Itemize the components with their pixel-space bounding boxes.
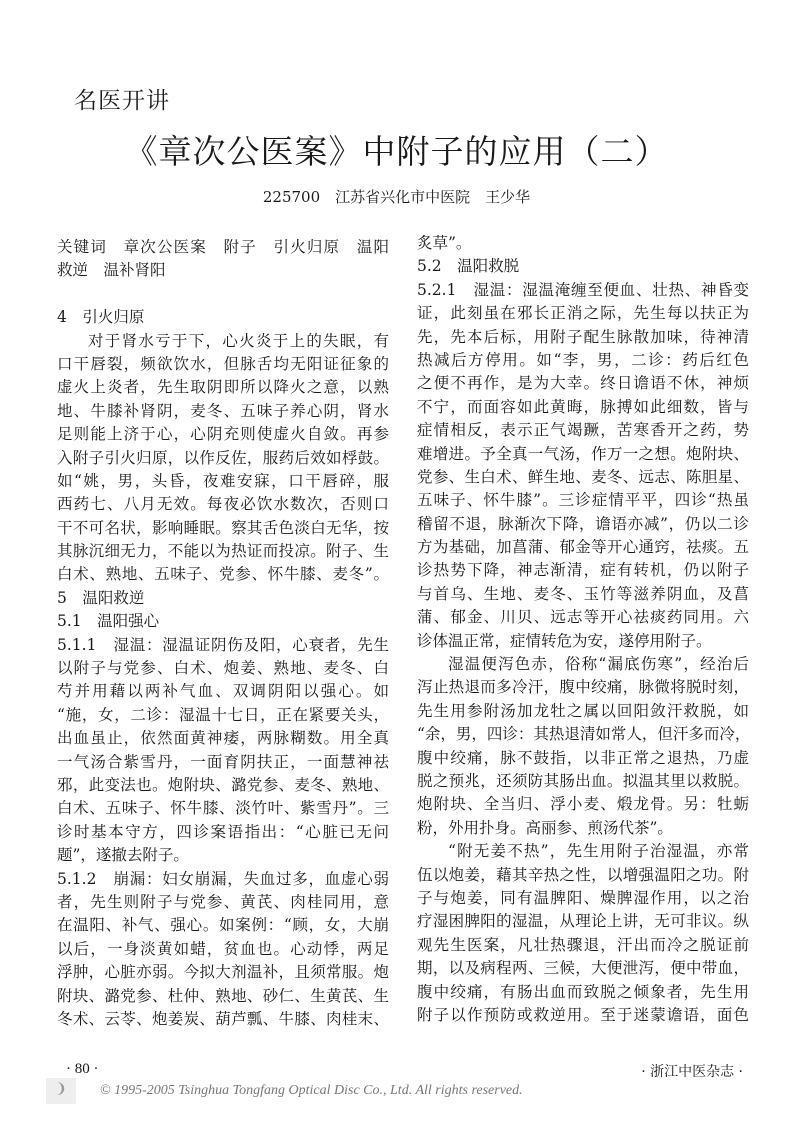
text-line: 5.1.2 崩漏：妇女崩漏，失血过多，血虚心弱 — [57, 869, 389, 888]
text-line: 粉，外用扑身。高丽参、煎汤代茶”。 — [417, 818, 673, 837]
text-line: 热减后方停用。如“李，男，二诊：药后红色 — [417, 350, 749, 369]
section-heading: 5.2 温阳救脱 — [417, 257, 520, 276]
text-line: 党参、生白术、鲜生地、麦冬、远志、陈胆星、 — [417, 467, 749, 486]
text-line: 伍以炮姜，藉其辛热之性，以增强温阳之功。附 — [417, 865, 749, 884]
text-line: 对于肾水亏于下，心火炎于上的失眠，有 — [88, 331, 389, 350]
text-line: 干不可名状，影响睡眠。察其舌色淡白无华，按 — [57, 518, 389, 537]
publisher-logo-icon: ❩ — [46, 1078, 76, 1104]
text-line: 5.2.1 湿温：湿温淹缠至便血、壮热、神昏变 — [417, 280, 749, 299]
text-line: 西药七、八月无效。每夜必饮水数次，否则口 — [57, 495, 389, 514]
text-line: 脱之预兆，还须防其肠出血。拟温其里以救脱。 — [417, 771, 749, 790]
text-line: 先生用参附汤加龙牡之属以回阳敛汗救脱，如 — [417, 701, 749, 720]
text-line: 附块、潞党参、杜仲、熟地、砂仁、生黄芪、生 — [57, 986, 389, 1005]
text-line: 先，先本后标，用附子配生脉散加味，待神清 — [417, 327, 749, 346]
text-line: 观先生医案，凡壮热骤退，汗出而冷之脱证前 — [417, 935, 749, 954]
text-line: 与首乌、生地、麦冬、玉竹等滋养阴血，及菖 — [417, 584, 749, 603]
text-line: 之便不再作，是为大幸。终日谵语不休，神烦 — [417, 374, 749, 393]
text-line: 如“姚，男，头昏，夜难安寐，口干唇碎，服 — [57, 471, 389, 490]
text-line: 腹中绞痛，脉不鼓指，以非正常之退热，乃虚 — [417, 748, 749, 767]
text-line: 蒲、郁金、川贝、远志等开心祛痰药同用。六 — [417, 608, 749, 627]
text-line: 炙草”。 — [417, 234, 472, 252]
text-line: 5.1.1 湿温：湿温证阴伤及阳，心衰者，先生 — [57, 635, 389, 654]
text-line: 腹中绞痛，有肠出血而致脱之倾象者，先生用 — [417, 982, 749, 1001]
text-line: 白术、五味子、怀牛膝、淡竹叶、紫雪丹”。三 — [57, 799, 389, 818]
text-line: 期，以及病程两、三候，大便泄泻，便中带血， — [417, 959, 749, 978]
text-line: 救逆 温补肾阳 — [57, 261, 166, 280]
section-heading: 5 温阳救逆 — [57, 588, 145, 607]
text-line: 邪，此变法也。炮附块、潞党参、麦冬、熟地、 — [57, 775, 389, 794]
text-line: 其脉沉细无力，不能以为热证而投凉。附子、生 — [57, 542, 389, 561]
text-line: 方为基础，加菖蒲、郁金等开心通窍，祛痰。五 — [417, 538, 749, 557]
text-line: 子与炮姜，同有温脾阳、燥脾湿作用，以之治 — [417, 888, 749, 907]
text-line: 浮肿，心脏亦弱。今拟大剂温补，且须常服。炮 — [57, 963, 389, 982]
author-byline: 225700 江苏省兴化市中医院 王少华 — [262, 188, 531, 206]
text-line: 口干唇裂，频欲饮水，但脉舌均无阳证征象的 — [57, 354, 389, 373]
text-line: 以附子与党参、白术、炮姜、熟地、麦冬、白 — [57, 659, 389, 678]
text-line: 疗湿困脾阳的湿温，从理论上讲，无可非议。纵 — [417, 912, 749, 931]
text-line: 关键词 章次公医案 附子 引火归原 温阳 — [57, 238, 389, 256]
text-line: 症情相反，表示正气竭蹶，苦寒香开之药，势 — [417, 421, 749, 440]
text-line: “余，男，四诊：其热退清如常人，但汗多而冷， — [417, 725, 751, 744]
text-line: 证，此刻虽在邪长正消之际，先生每以扶正为 — [417, 304, 749, 323]
text-line: 炮附块、全当归、浮小麦、煅龙骨。另：牡蛎 — [417, 795, 749, 814]
article-title: 《章次公医案》中附子的应用（二） — [124, 132, 669, 171]
text-line: 稽留不退，脉渐次下降，谵语亦减”，仍以二诊 — [417, 514, 749, 533]
text-line: 诊体温正常，症情转危为安，遂停用附子。 — [417, 631, 712, 650]
section-heading: 5.1 温阳强心 — [57, 612, 160, 631]
text-line: 者，先生则附子与党参、黄芪、肉桂同用，意 — [57, 892, 389, 911]
text-line: 一气汤合紫雪丹，一面育阴扶正，一面慧神祛 — [57, 752, 389, 771]
text-line: 以后，一身淡黄如蜡，贫血也。心动悸，两足 — [57, 939, 389, 958]
text-line: 虚火上炎者，先生取阴即所以降火之意，以熟 — [57, 378, 389, 397]
copyright-notice: © 1995-2005 Tsinghua Tongfang Optical Disc Co., Ltd. All rights reserved. — [100, 1083, 523, 1098]
text-line: 难增进。予全真一气汤，作万一之想。炮附块、 — [417, 444, 749, 463]
text-line: 湿温便泻色赤，俗称“漏底伤寒”，经治后 — [448, 655, 749, 674]
section-label: 名医开讲 — [74, 88, 170, 114]
text-line: 泻止热退而多冷汗，腹中绞痛，脉微将脱时刻， — [417, 678, 749, 697]
text-line: 诊时基本守方，四诊案语指出：“心脏已无问 — [57, 822, 389, 841]
blank-line — [57, 283, 389, 306]
text-line: 入附子引火归原，以作反佐，服药后效如桴鼓。 — [57, 448, 389, 467]
left-column — [57, 236, 389, 1031]
text-line: “施，女，二诊：湿温十七日，正在紧要关头， — [57, 705, 389, 724]
text-line: 白术、熟地、五味子、党参、怀牛膝、麦冬”。 — [57, 565, 389, 584]
text-line: 不宁，而面容如此黄晦，脉搏如此细数，皆与 — [417, 397, 749, 416]
text-line: 诊热势下降，神志渐清，症有转机，仍以附子 — [417, 561, 749, 580]
text-line: “附无姜不热”，先生用附子治湿温，亦常 — [448, 842, 749, 861]
text-line: 芍并用藉以两补气血、双调阴阳以强心。如 — [57, 682, 389, 701]
text-line: 附子以作预防或救逆用。至于迷蒙谵语，面色 — [417, 1005, 749, 1024]
text-line: 五味子、怀牛膝”。三诊症情平平，四诊“热虽 — [417, 491, 749, 510]
text-line: 足则能上济于心，心阴充则使虚火自敛。再参 — [57, 425, 389, 444]
text-line: 在温阳、补气、强心。如案例：“顾，女，大崩 — [57, 916, 389, 935]
text-line: 出血虽止，依然面黄神痿，两脉糊数。用全真 — [57, 729, 389, 748]
text-line: 冬术、云苓、炮姜炭、葫芦瓢、牛膝、肉桂末、 — [57, 1009, 389, 1028]
journal-name: · 浙江中医杂志 · — [641, 1064, 743, 1080]
right-column — [417, 232, 749, 1027]
text-line: 题”，遂撤去附子。 — [57, 846, 189, 865]
section-heading: 4 引火归原 — [57, 308, 145, 327]
text-line: 地、牛膝补肾阴，麦冬、五味子养心阴，肾水 — [57, 401, 389, 420]
page-number: · 80 · — [66, 1061, 99, 1077]
